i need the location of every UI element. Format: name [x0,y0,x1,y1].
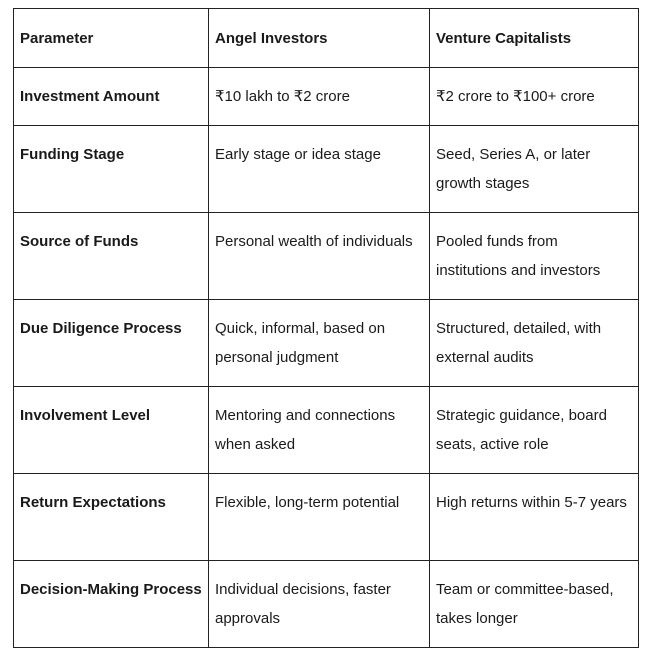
angel-cell: Individual decisions, faster approvals [209,561,430,648]
parameter-cell: Source of Funds [14,213,209,300]
vc-cell: Pooled funds from institutions and investors [430,213,639,300]
angel-cell: Early stage or idea stage [209,126,430,213]
header-angel-investors: Angel Investors [209,9,430,68]
table-row [14,213,639,300]
header-venture-capitalists: Venture Capitalists [430,9,639,68]
table-row [14,68,639,126]
angel-cell: Personal wealth of individuals [209,213,430,300]
parameter-cell: Decision-Making Process [14,561,209,648]
table-row [14,561,639,648]
header-parameter: Parameter [14,9,209,68]
angel-cell: ₹10 lakh to ₹2 crore [209,68,430,126]
parameter-cell: Return Expectations [14,474,209,561]
parameter-cell: Due Diligence Process [14,300,209,387]
table-row [14,126,639,213]
vc-cell: High returns within 5-7 years [430,474,639,561]
table-row [14,387,639,474]
table-header-row [14,9,639,68]
comparison-table [13,8,639,648]
angel-cell: Flexible, long-term potential [209,474,430,561]
parameter-cell: Funding Stage [14,126,209,213]
parameter-cell: Involvement Level [14,387,209,474]
vc-cell: ₹2 crore to ₹100+ crore [430,68,639,126]
vc-cell: Structured, detailed, with external audits [430,300,639,387]
angel-cell: Mentoring and connections when asked [209,387,430,474]
table-row [14,474,639,561]
parameter-cell: Investment Amount [14,68,209,126]
table-row [14,300,639,387]
vc-cell: Strategic guidance, board seats, active role [430,387,639,474]
vc-cell: Team or committee-based, takes longer [430,561,639,648]
vc-cell: Seed, Series A, or later growth stages [430,126,639,213]
angel-cell: Quick, informal, based on personal judgment [209,300,430,387]
